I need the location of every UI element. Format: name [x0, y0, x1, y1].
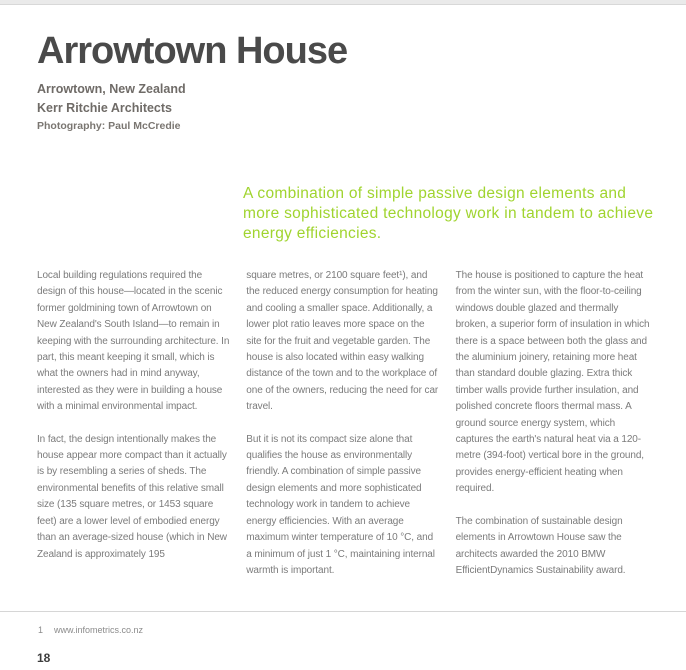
project-architects: Kerr Ritchie Architects	[37, 100, 172, 115]
pull-quote: A combination of simple passive design elements and more sophisticated technology work in tandem to achieve energy efficiencies.	[243, 185, 654, 242]
page-title: Arrowtown House	[37, 30, 348, 72]
project-location: Arrowtown, New Zealand	[37, 81, 186, 96]
paragraph: But it is not its compact size alone that qualifies the house as environmentally friendly. A combination of simple passive design elements and more sophisticated technology work in tandem to achieve energy efficiencies. With an average maximum winter temperature of 10 °C, and a minimum of just 1 °C, maintaining internal warmth is important.	[246, 433, 435, 576]
body-column-1	[37, 268, 231, 579]
paragraph: Local building regulations required the design of this house—located in the scenic former goldmining town of Arrowtown on New Zealand's South Island—to remain in keeping with the surrounding architecture. In part, this meant keeping it small, which is what the owners had in mind anyway, interested as they were in building a house with a minimal environmental impact.	[37, 270, 230, 413]
body-column-3	[456, 268, 650, 579]
page-number: 18	[37, 651, 51, 665]
page-top-edge	[0, 0, 686, 5]
footnote-divider	[0, 611, 686, 612]
paragraph: The combination of sustainable design elements in Arrowtown House saw the architects awarded the 2010 BMW EfficientDynamics Sustainability award.	[455, 515, 626, 576]
footnote-number: 1	[38, 625, 44, 635]
body-column-2	[246, 268, 440, 579]
footnote-url: www.infometrics.co.nz	[54, 625, 144, 635]
paragraph: square metres, or 2100 square feet¹), and the reduced energy consumption for heating and cooling a smaller space. Additionally, a lower plot ratio leaves more space on the site for the fruit and vegetable garden. The house is also located within easy walking distance of the town and to the workplace of one of the owners, reducing the need for car travel.	[246, 270, 439, 413]
paragraph: The house is positioned to capture the heat from the winter sun, with the floor-to-ceiling windows double glazed and thermally broken, a superior form of insulation in which there is a space between both the glass and the aluminium joinery, retaining more heat than standard double glazing. Extra thick timber walls provide further insulation, and polished concrete floors thermal mass. A ground source energy system, which captures the earth's natural heat via a 120-metre (394-foot) vertical bore in the ground, provides energy-efficient heating when required.	[455, 270, 650, 495]
footnote	[38, 625, 143, 635]
paragraph: In fact, the design intentionally makes the house appear more compact than it actually is by resembling a series of sheds. The environmental benefits of this relative small size (135 square metres, or 1453 square feet) are a lower level of embodied energy than an average-sized house (which in New Zealand is approximately 195	[37, 433, 227, 560]
article-header	[37, 30, 347, 132]
photography-credit: Photography: Paul McCredie	[37, 119, 181, 132]
body-columns	[37, 268, 650, 579]
